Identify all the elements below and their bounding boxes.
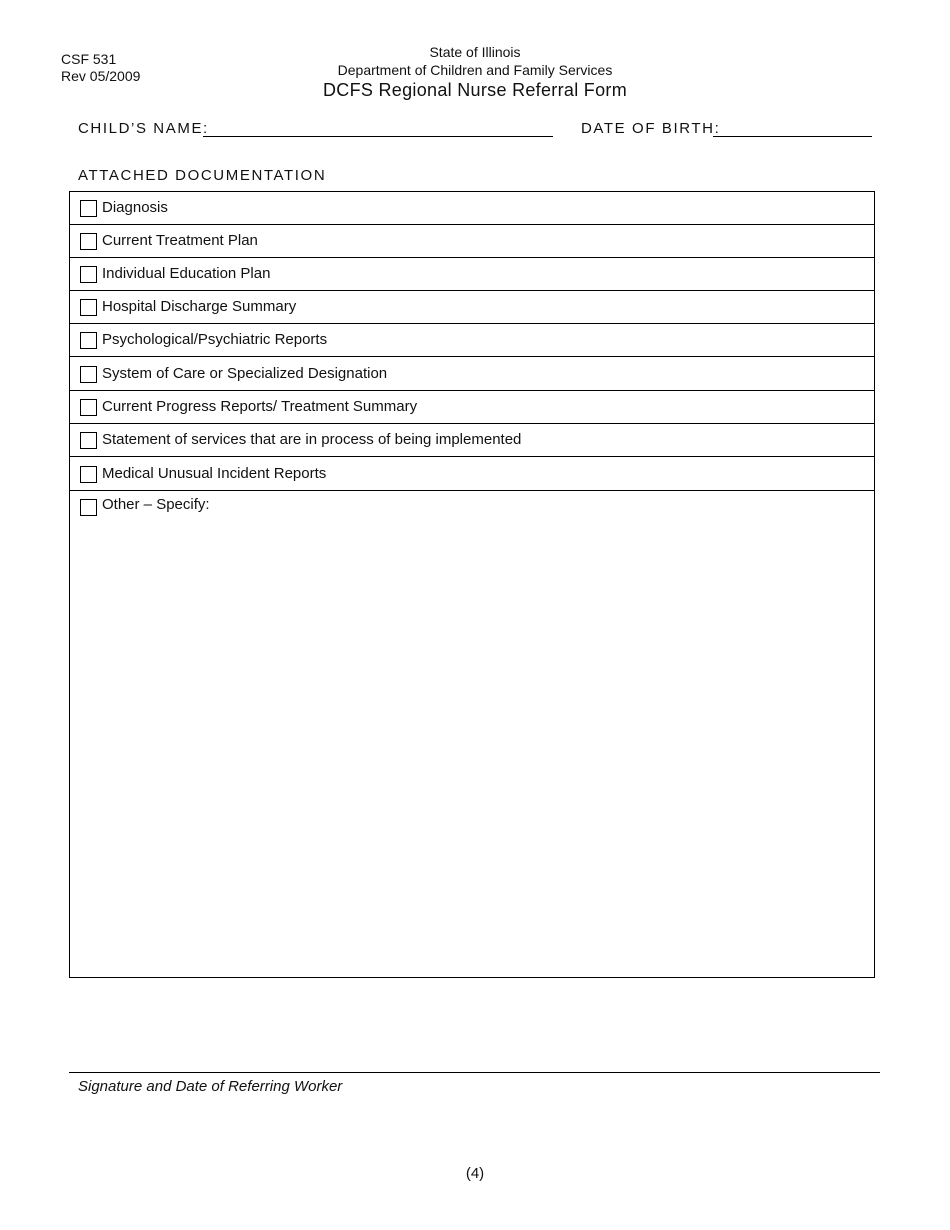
checkbox[interactable]	[80, 432, 97, 449]
checkbox[interactable]	[80, 266, 97, 283]
list-item	[70, 491, 874, 971]
item-label: Other – Specify:	[102, 496, 210, 513]
list-item	[70, 192, 874, 225]
item-label: Psychological/Psychiatric Reports	[102, 331, 328, 348]
item-label: Medical Unusual Incident Reports	[102, 465, 327, 482]
section-title: ATTACHED DOCUMENTATION	[78, 167, 327, 184]
list-item	[70, 291, 874, 324]
checkbox[interactable]	[80, 366, 97, 383]
signature-label: Signature and Date of Referring Worker	[78, 1078, 343, 1095]
checkbox[interactable]	[80, 399, 97, 416]
checkbox[interactable]	[80, 332, 97, 349]
item-label: Statement of services that are in process of being implemented	[102, 431, 522, 448]
department-name: Department of Children and Family Services	[337, 62, 613, 78]
item-label: System of Care or Specialized Designation	[102, 365, 388, 382]
item-label: Individual Education Plan	[102, 265, 271, 282]
item-label: Hospital Discharge Summary	[102, 298, 297, 315]
item-label: Diagnosis	[102, 199, 168, 216]
checkbox[interactable]	[80, 233, 97, 250]
list-item	[70, 358, 874, 391]
list-item	[70, 324, 874, 357]
form-number: CSF 531	[61, 51, 117, 67]
checkbox[interactable]	[80, 200, 97, 217]
revision-date: Rev 05/2009	[61, 68, 141, 84]
checkbox[interactable]	[80, 499, 97, 516]
checkbox[interactable]	[80, 299, 97, 316]
signature-line[interactable]	[69, 1072, 880, 1073]
child-name-field[interactable]	[203, 136, 553, 137]
page-number: (4)	[465, 1165, 485, 1182]
list-item	[70, 424, 874, 457]
form-title: DCFS Regional Nurse Referral Form	[323, 80, 627, 100]
checkbox[interactable]	[80, 466, 97, 483]
dob-label: DATE OF BIRTH:	[581, 120, 721, 137]
list-item	[70, 391, 874, 424]
item-label: Current Treatment Plan	[102, 232, 258, 249]
child-name-label: CHILD’S NAME:	[78, 120, 209, 137]
documentation-table	[69, 191, 875, 978]
state-name: State of Illinois	[429, 44, 521, 60]
item-label: Current Progress Reports/ Treatment Summary	[102, 398, 418, 415]
list-item	[70, 458, 874, 491]
dob-field[interactable]	[713, 136, 872, 137]
list-item	[70, 258, 874, 291]
list-item	[70, 225, 874, 258]
